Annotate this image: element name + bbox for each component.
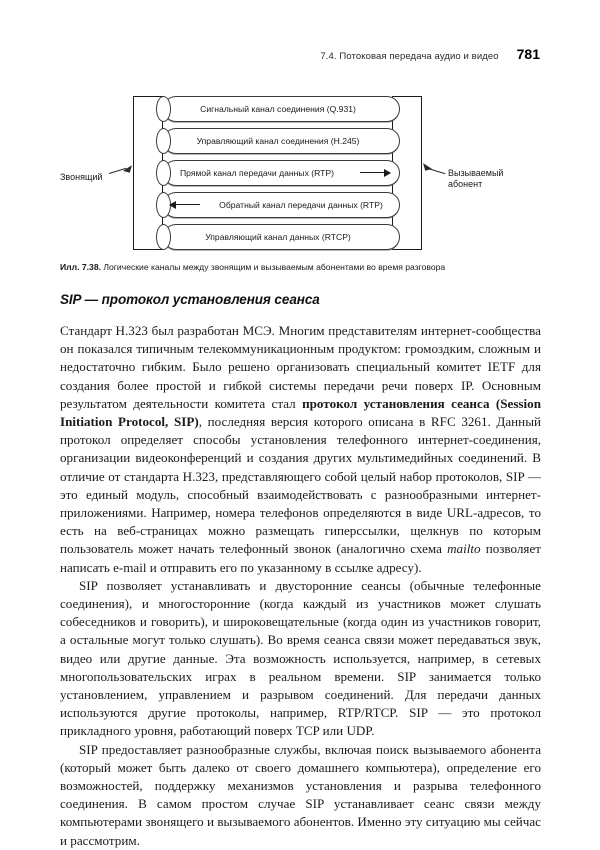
channel-pipe-forward-rtp — [156, 160, 400, 186]
page-number: 781 — [516, 46, 540, 62]
channel-label: Обратный канал передачи данных (RTP) — [219, 200, 383, 210]
figure-caption-text: Логические каналы между звонящим и вызываемым абонентами во время разговора — [103, 262, 446, 272]
running-head-title: 7.4. Потоковая передача аудио и видео — [320, 51, 499, 62]
figure-7-38 — [60, 88, 540, 258]
paragraph-1-part-c: позволяет написать e-mail и отправить его по указанному в ссылке адресу). — [60, 541, 541, 575]
caller-leader-arrow — [123, 163, 132, 173]
running-head — [320, 46, 540, 62]
body-text — [60, 322, 541, 850]
paragraph-1 — [60, 322, 541, 577]
paragraph-1-part-a: Стандарт H.323 был разработан МСЭ. Многим представителям интернет-сообщества он показался типичным телекоммуникационным продуктом: громоздким, сложным и недостаточно гибким. Было решено организовать специальный комитет IETF для создания более простой и гибкой системы передачи речи поверх IP. Основным результатом деятельности комитета стал — [60, 323, 541, 411]
figure-caption-number: Илл. 7.38. — [60, 262, 101, 272]
arrow-left-icon — [170, 204, 200, 205]
paragraph-1-italic-term: mailto — [447, 541, 481, 557]
channel-pipe-rtcp — [156, 224, 400, 250]
channel-pipe-signalling — [156, 96, 400, 122]
paragraph-1-bold-term: протокол установления сеанса (Session Initiation Protocol, SIP) — [60, 395, 541, 430]
channel-list — [156, 96, 400, 250]
paragraph-2: SIP позволяет устанавливать и двусторонние сеансы (обычные телефонные соединения), и многосторонние (когда каждый из участников может слушать собеседников и говорить), и широковещательные (когда один из участников говорит, а остальные могут только слушать). Во время сеанса связи может передаваться звук, видео или другие данные. Эта возможность используется, например, в сетевых многопользовательских играх в реальном времени. SIP занимается только установлением, управлением и разрывом соединений. Для передачи данных используются другие протоколы, например, RTP/RTCP. SIP — это протокол прикладного уровня, работающий поверх TCP или UDP. — [60, 577, 541, 739]
caller-label: Звонящий — [60, 172, 103, 182]
arrow-right-icon — [360, 172, 390, 173]
channel-label: Управляющий канал соединения (H.245) — [196, 136, 360, 146]
channel-label: Управляющий канал данных (RTCP) — [205, 232, 351, 242]
channel-pipe-control-h245 — [156, 128, 400, 154]
figure-caption — [60, 262, 540, 273]
paragraph-3: SIP предоставляет разнообразные службы, включая поиск вызываемого абонента (который может быть далеко от своего домашнего компьютера), определение его возможностей, поддержку механизмов установления и разрыва телефонного соединения. В самом простом случае SIP устанавливает сеанс связи между компьютерами звонящего и вызываемого абонентов. Именно эту ситуацию мы сейчас и рассмотрим. — [60, 741, 541, 848]
channel-label: Прямой канал передачи данных (RTP) — [179, 168, 335, 178]
paragraph-1-part-b: , последняя версия которого описана в RFC 3261. Данный протокол определяет способы установления телефонного интернет-соединения, организации видеоконференций и создания других мультимедийных соединений. В отличие от стандарта H.323, представляющего собой целый набор протоколов, SIP — это единый модуль, способный взаимодействовать с разнообразными интернет-приложениями. Например, номера телефонов определяются в виде URL-адресов, то есть на веб-страницах можно размещать гиперссылки, щелкнув по которым пользователь может начать телефонный звонок (аналогично схема — [60, 414, 541, 557]
section-heading: SIP — протокол установления сеанса — [60, 292, 320, 307]
channel-label: Сигнальный канал соединения (Q.931) — [200, 104, 356, 114]
callee-label: Вызываемый абонент — [448, 168, 504, 189]
channel-pipe-reverse-rtp — [156, 192, 400, 218]
